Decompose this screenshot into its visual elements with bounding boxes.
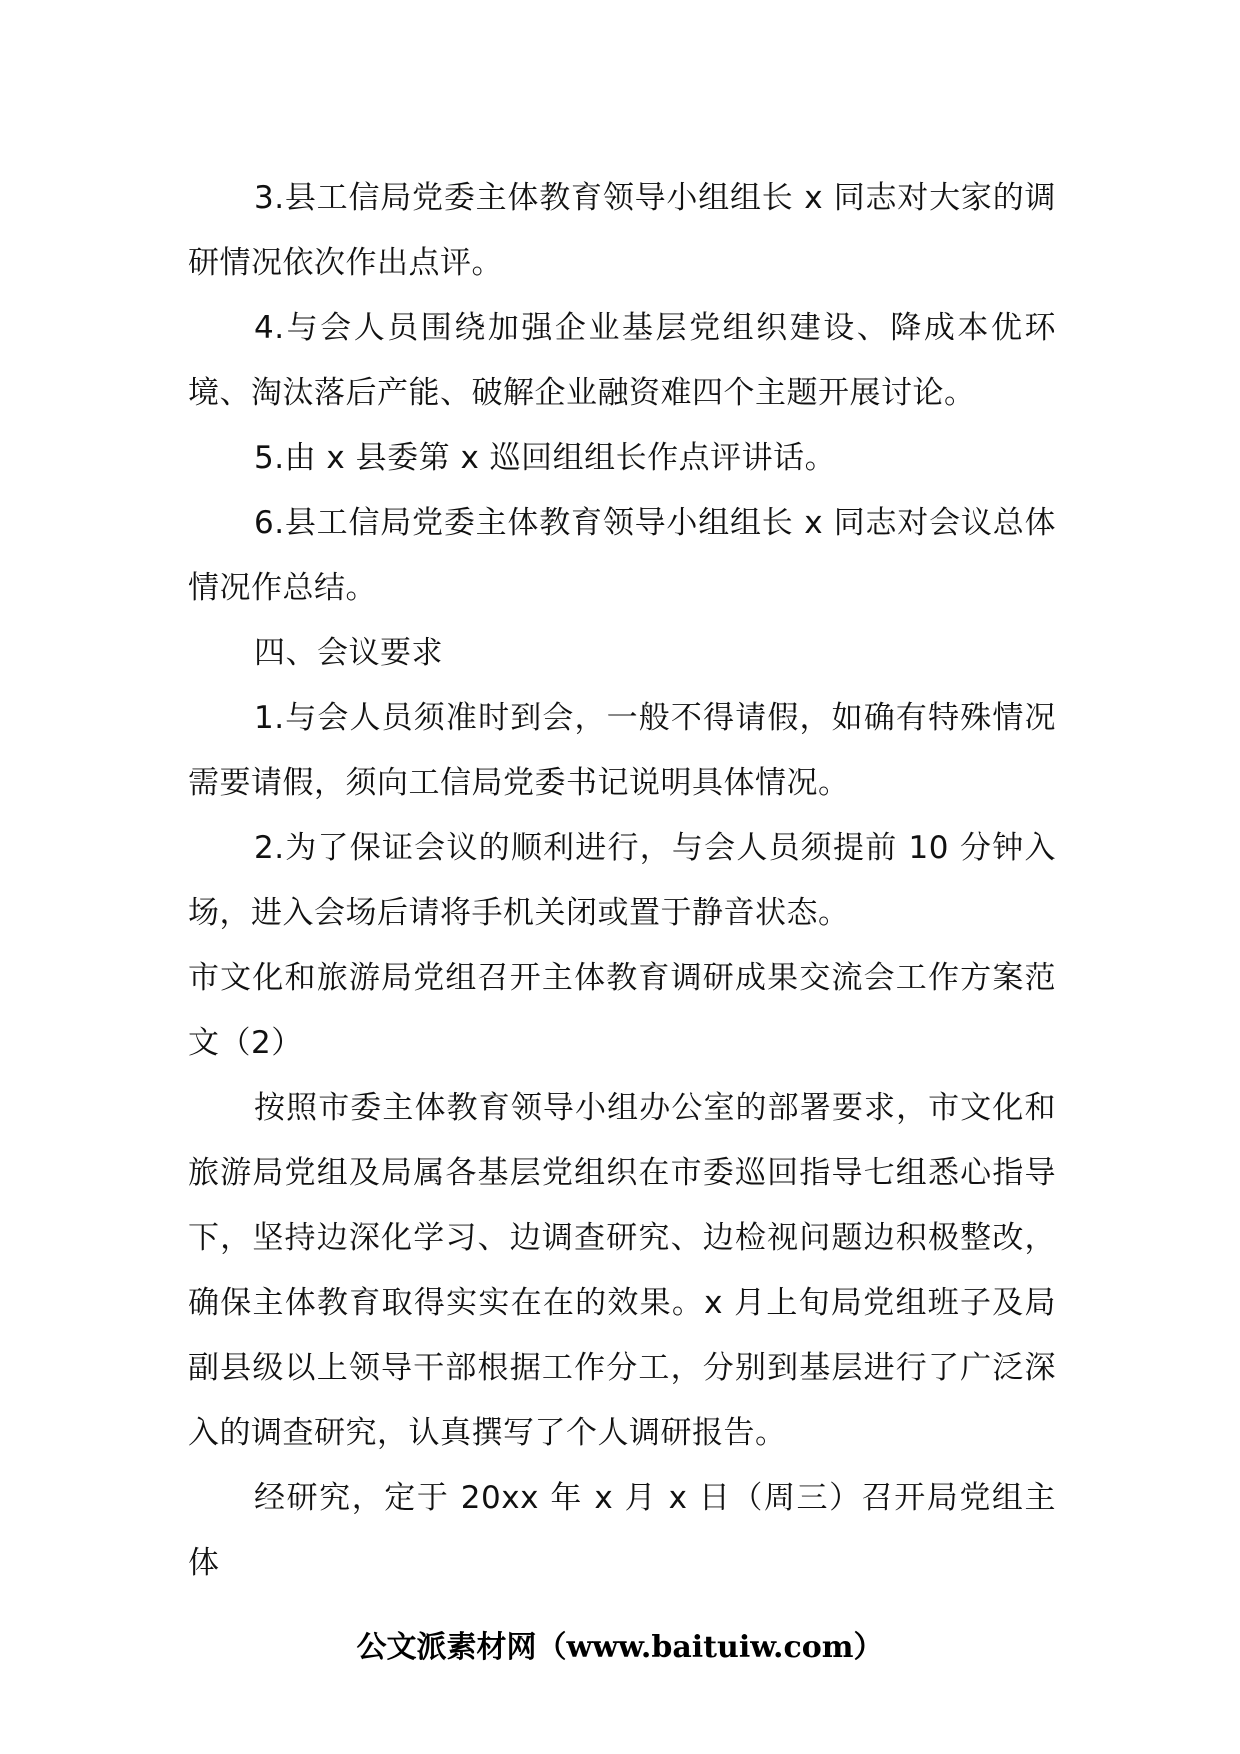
paragraph-item-4: 4.与会人员围绕加强企业基层党组织建设、降成本优环境、淘汰落后产能、破解企业融资难四个主题开展讨论。 [188, 310, 1056, 411]
requirement-item-1: 1.与会人员须准时到会，一般不得请假，如确有特殊情况需要请假，须向工信局党委书记说明具体情况。 [188, 700, 1056, 801]
body-paragraph-1: 按照市委主体教育领导小组办公室的部署要求，市文化和旅游局党组及局属各基层党组织在市委巡回指导七组悉心指导下，坚持边深化学习、边调查研究、边检视问题边积极整改，确保主体教育取得实实在在的效果。x 月上旬局党组班子及局副县级以上领导干部根据工作分工，分别到基层进行了广泛深入的调查研究，认真撰写了个人调研报告。 [188, 1090, 1056, 1451]
document-title: 市文化和旅游局党组召开主体教育调研成果交流会工作方案范文（2） [188, 960, 1056, 1061]
footer-watermark: 公文派素材网（www.baituiw.com） [356, 1630, 884, 1665]
paragraph-item-5: 5.由 x 县委第 x 巡回组组长作点评讲话。 [254, 440, 837, 476]
document-body [188, 166, 1056, 1596]
requirement-item-2: 2.为了保证会议的顺利进行，与会人员须提前 10 分钟入场，进入会场后请将手机关闭或置于静音状态。 [188, 830, 1056, 931]
section-heading-meeting-requirements: 四、会议要求 [254, 635, 443, 671]
paragraph-item-6: 6.县工信局党委主体教育领导小组组长 x 同志对会议总体情况作总结。 [188, 505, 1056, 606]
paragraph-item-3: 3.县工信局党委主体教育领导小组组长 x 同志对大家的调研情况依次作出点评。 [188, 180, 1056, 281]
body-paragraph-2: 经研究，定于 20xx 年 x 月 x 日（周三）召开局党组主体 [188, 1480, 1056, 1581]
